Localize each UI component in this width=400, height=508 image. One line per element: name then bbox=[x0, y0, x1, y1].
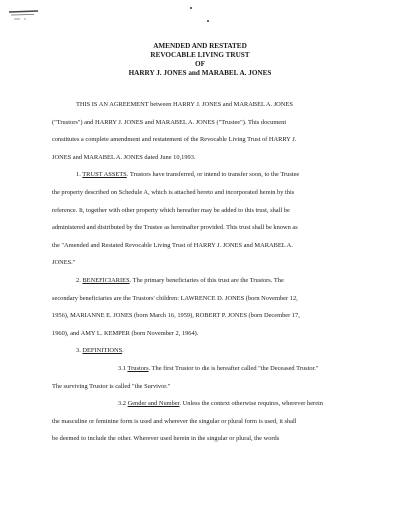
text-line: JONES and MARABEL A. JONES dated June 10,1993. bbox=[52, 153, 196, 161]
text-line: THIS IS AN AGREEMENT between HARRY J. JONES and MARABEL A. JONES bbox=[76, 101, 293, 108]
title-line: OF bbox=[195, 60, 205, 68]
section-number: 3.1 bbox=[118, 364, 126, 372]
title-line: AMENDED AND RESTATED bbox=[153, 42, 247, 50]
section-heading: BENEFICIARIES bbox=[82, 276, 130, 284]
section-number: 1. bbox=[76, 171, 81, 179]
text-line: the property described on Schedule A, which is attached hereto and incorporated herein by this bbox=[52, 188, 295, 196]
text-line: ("Trustors") and HARRY J. JONES and MARABEL A. JONES ("Trustee"). This document bbox=[52, 118, 287, 126]
text-line: 1960), and AMY L. KEMPER (born November 2, 1964). bbox=[52, 329, 199, 337]
section-first-line bbox=[52, 166, 352, 184]
section-beneficiaries bbox=[52, 272, 352, 342]
text-line: the "Amended and Restated Revocable Living Trust of HARRY J. JONES and MARABEL A. bbox=[52, 241, 293, 249]
text-line: JONES." bbox=[52, 259, 76, 267]
section-number: 2. bbox=[76, 276, 81, 284]
text-line: 1956), MARIANNE E. JONES (born March 16, 1959), ROBERT P. JONES (born December 17, bbox=[52, 312, 300, 320]
section-heading: Gender and Number bbox=[127, 400, 180, 408]
text-line: administered and distributed by the Trustee as hereinafter provided. This trust shall be known as bbox=[52, 224, 298, 232]
text-line: be deemed to include the other. Wherever used herein in the singular or plural, the words bbox=[52, 435, 280, 443]
section-trust-assets bbox=[52, 166, 352, 272]
intro-paragraph bbox=[52, 96, 352, 166]
scan-speck bbox=[207, 20, 209, 22]
scan-artifact-mark bbox=[8, 8, 42, 22]
text-line: The surviving Trustor is called "the Survivor." bbox=[52, 382, 171, 390]
section-heading: TRUST ASSETS bbox=[82, 171, 127, 179]
section-text: . The first Trustor to die is hereafter called "the Deceased Trustor." bbox=[148, 364, 319, 372]
section-number: 3.2 bbox=[118, 400, 126, 408]
document-title bbox=[0, 42, 400, 78]
scan-speck bbox=[190, 7, 192, 9]
section-heading: Trustors bbox=[127, 364, 149, 372]
title-line: HARRY J. JONES and MARABEL A. JONES bbox=[128, 69, 272, 77]
text-line: the masculine or feminine form is used and wherever the singular or plural form is used, it shall bbox=[52, 417, 297, 425]
section-text: . bbox=[122, 347, 124, 355]
section-text: . The primary beneficiaries of this trust are the Trustors. The bbox=[129, 276, 284, 284]
text-line: constitutes a complete amendment and restatement of the Revocable Living Trust of HARRY J. bbox=[52, 136, 297, 144]
text-line: secondary beneficiaries are the Trustors' children: LAWRENCE D. JONES (born November 12, bbox=[52, 294, 298, 302]
text-line: reference. It, together with other property which hereafter may be added to this trust, shall be bbox=[52, 206, 290, 214]
section-first-line bbox=[52, 360, 352, 378]
subsection-gender-and-number bbox=[52, 395, 352, 448]
section-text: . Unless the context otherwise requires, wherever herein bbox=[179, 400, 323, 408]
subsection-trustors bbox=[52, 360, 352, 395]
document-body bbox=[52, 96, 352, 448]
section-number: 3. bbox=[76, 347, 81, 355]
title-line: REVOCABLE LIVING TRUST bbox=[150, 51, 250, 59]
section-text: . Trustors have transferred, or intend to transfer soon, to the Trustee bbox=[126, 171, 300, 179]
section-first-line bbox=[52, 272, 352, 290]
section-definitions bbox=[52, 342, 352, 360]
section-first-line bbox=[52, 342, 352, 360]
section-heading: DEFINITIONS bbox=[82, 347, 123, 355]
section-first-line bbox=[52, 395, 352, 413]
